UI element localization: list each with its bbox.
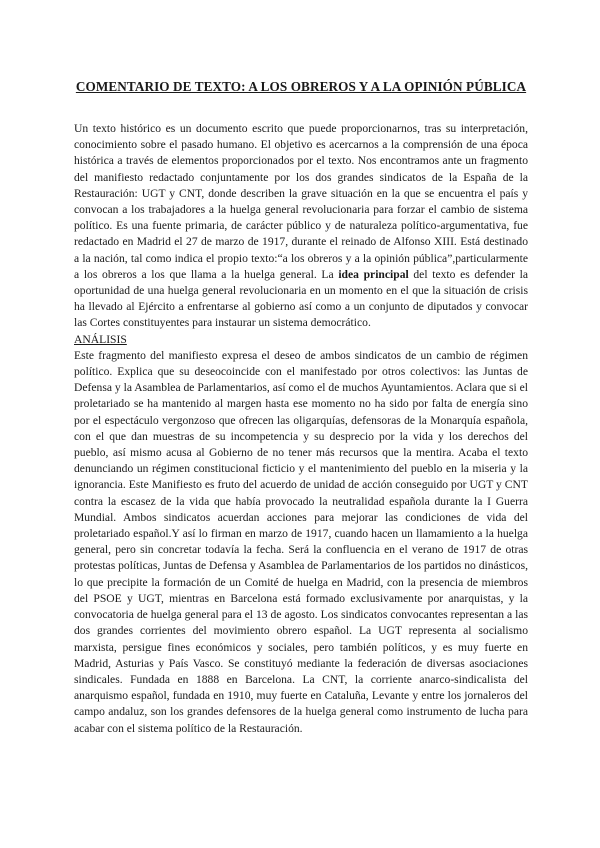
analysis-heading: ANÁLISIS	[74, 332, 127, 346]
document-title: COMENTARIO DE TEXTO: A LOS OBREROS Y A LA OPINIÓN PÚBLICA	[75, 79, 527, 94]
intro-paragraph	[74, 121, 528, 332]
intro-bold-term: idea principal	[338, 267, 409, 281]
analysis-paragraph: Este fragmento del manifiesto expresa el deseo de ambos sindicatos de un cambio de régimen político. Explica que su deseocoincide con el manifestado por otros colectivos: las Juntas de Defensa y la Asamblea de Parlamentarios, así como el de muchos Ayuntamientos. Aclara que si el proletariado se ha mantenido al margen hasta ese momento no ha sido por falta de energía sino por el espectáculo vergonzoso que ofrecen las oligarquías, defensoras de la Monarquía española, con el que dan muestras de su incompetencia y su desprecio por la vida y los derechos del pueblo, así mismo acusa al Gobierno de no tener más recursos que la mentira. Acaba el texto denunciando un régimen constitucional ficticio y el mantenimiento del pueblo en la miseria y la ignorancia. Este Manifiesto es fruto del acuerdo de unidad de acción conseguido por UGT y CNT contra la escasez de la vida que había provocado la neutralidad española durante la I Guerra Mundial. Ambos sindicatos acuerdan acciones para mejorar las condiciones de vida del proletariado español.Y así lo firman en marzo de 1917, cuando hacen un llamamiento a la huelga general, pero sin concretar todavía la fecha. Será la confluencia en el verano de 1917 de otras protestas políticas, Juntas de Defensa y Asamblea de Parlamentarios de los partidos no dinásticos, lo que precipite la formación de un Comité de huelga en Madrid, con la presencia de miembros del PSOE y UGT, mientras en Barcelona está formado exclusivamente por anarquistas, y la convocatoria de huelga general para el 13 de agosto. Los sindicatos convocantes representan a las dos grandes corrientes del movimiento obrero español. La UGT representa al socialismo marxista, persigue fines económicos y sociales, pero también políticos, y es muy fuerte en Madrid, Asturias y País Vasco. Se constituyó mediante la federación de diversas asociaciones sindicales. Fundada en 1888 en Barcelona. La CNT, la corriente anarco-sindicalista del anarquismo español, fundada en 1910, muy fuerte en Cataluña, Levante y entre los jornaleros del campo andaluz, son los grandes defensores de la huelga general como instrumento de lucha para acabar con el sistema político de la Restauración.	[74, 348, 528, 735]
intro-text-start: Un texto histórico es un documento escrito que puede proporcionarnos, tras su interpretación, conocimiento sobre el pasado humano. El objetivo es acercarnos a la comprensión de una época histórica a través de elementos proporcionados por el texto. Nos encontramos ante un fragmento del manifiesto redactado conjuntamente por los dos grandes sindicatos de la España de la Restauración: UGT y CNT, donde describen la grave situación en la que se encuentra el país y convocan a los trabajadores a la huelga general revolucionaria para forzar el cambio de sistema político. Es una fuente primaria, de carácter público y de naturaleza político-argumentativa, fue redactado en Madrid el 27 de marzo de 1917, durante el reinado de Alfonso XIII. Está destinado a la nación, tal como indica el propio texto:“a los obreros y a la opinión pública”,particularmente a los obreros a los que llama a la huelga general. La	[74, 122, 528, 281]
intro-text-end: del texto es defender la oportunidad de una huelga general revolucionaria en un momento en el que la situación de crisis ha llevado al Ejército a enfrentarse al gobierno así como a un conjunto de diputados y convocar las Cortes constituyentes para instaurar un sistema democrático.	[74, 267, 528, 330]
